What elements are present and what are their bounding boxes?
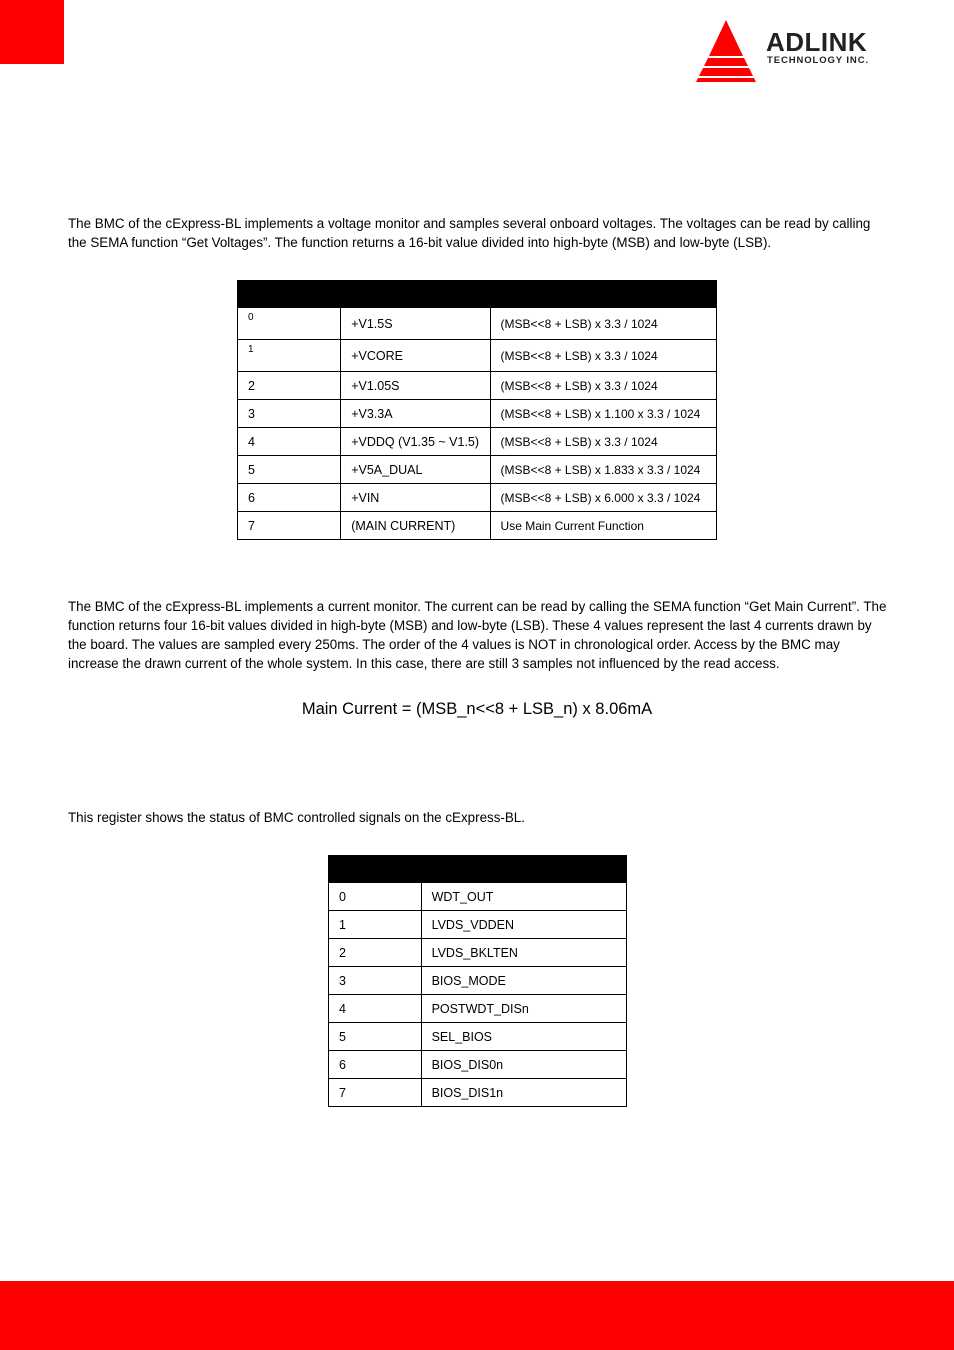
table-row <box>329 939 627 967</box>
table-row <box>329 1023 627 1051</box>
voltage-index: 0 <box>238 308 341 340</box>
signal-name: BIOS_DIS0n <box>421 1051 626 1079</box>
voltage-formula: Use Main Current Function <box>490 512 716 540</box>
signal-name: POSTWDT_DISn <box>421 995 626 1023</box>
signal-bit: 1 <box>329 911 422 939</box>
signal-bit: 4 <box>329 995 422 1023</box>
voltage-formula: (MSB<<8 + LSB) x 3.3 / 1024 <box>490 428 716 456</box>
signal-bit: 3 <box>329 967 422 995</box>
voltage-formula: (MSB<<8 + LSB) x 1.833 x 3.3 / 1024 <box>490 456 716 484</box>
table-row <box>329 1051 627 1079</box>
voltage-formula: (MSB<<8 + LSB) x 3.3 / 1024 <box>490 340 716 372</box>
voltage-rail: +V5A_DUAL <box>341 456 490 484</box>
table-row <box>238 308 717 340</box>
voltage-monitor-description: The BMC of the cExpress-BL implements a voltage monitor and samples several onboard voltages. The voltages can be read by calling the SEMA function “Get Voltages”. The function returns a 16-bit value divided into high-byte (MSB) and low-byte (LSB). <box>68 216 871 250</box>
voltage-index: 2 <box>238 372 341 400</box>
table-row <box>238 484 717 512</box>
signal-name: BIOS_MODE <box>421 967 626 995</box>
signal-name: BIOS_DIS1n <box>421 1079 626 1107</box>
voltage-formula: (MSB<<8 + LSB) x 6.000 x 3.3 / 1024 <box>490 484 716 512</box>
voltage-table <box>237 280 717 540</box>
voltage-rail: +VIN <box>341 484 490 512</box>
voltage-index: 7 <box>238 512 341 540</box>
signal-bit: 7 <box>329 1079 422 1107</box>
voltage-formula: (MSB<<8 + LSB) x 3.3 / 1024 <box>490 308 716 340</box>
voltage-index: 5 <box>238 456 341 484</box>
signal-status-table <box>328 855 627 1107</box>
voltage-index: 3 <box>238 400 341 428</box>
footer-bar <box>0 1281 954 1350</box>
header-corner-tab <box>0 0 64 64</box>
table-row <box>329 967 627 995</box>
voltage-rail: +V1.5S <box>341 308 490 340</box>
table-row <box>329 1079 627 1107</box>
signal-bit: 2 <box>329 939 422 967</box>
table-header-row <box>238 281 717 308</box>
voltage-formula: (MSB<<8 + LSB) x 1.100 x 3.3 / 1024 <box>490 400 716 428</box>
signal-name: SEL_BIOS <box>421 1023 626 1051</box>
main-current-formula: Main Current = (MSB_n<<8 + LSB_n) x 8.06mA <box>301 700 653 718</box>
table-row <box>329 995 627 1023</box>
table-row <box>238 428 717 456</box>
table-row <box>238 340 717 372</box>
logo-tagline: TECHNOLOGY INC. <box>767 55 869 66</box>
voltage-index: 1 <box>238 340 341 372</box>
table-row <box>238 456 717 484</box>
voltage-rail: (MAIN CURRENT) <box>341 512 490 540</box>
table-header-row <box>329 856 627 883</box>
signal-name: LVDS_BKLTEN <box>421 939 626 967</box>
voltage-index: 6 <box>238 484 341 512</box>
signal-status-description: This register shows the status of BMC controlled signals on the cExpress-BL. <box>68 810 525 825</box>
signal-bit: 5 <box>329 1023 422 1051</box>
current-monitor-description: The BMC of the cExpress-BL implements a current monitor. The current can be read by calling the SEMA function “Get Main Current”. The function returns four 16-bit values divided in high-byte (MSB) and low-byte (LSB). These 4 values represent the last 4 currents drawn by the board. The values are sampled every 250ms. The order of the 4 values is NOT in chronological order. Access by the BMC may increase the drawn current of the whole system. In this case, there are still 3 samples not influenced by the read access. <box>68 599 887 671</box>
signal-bit: 6 <box>329 1051 422 1079</box>
voltage-rail: +V3.3A <box>341 400 490 428</box>
triangle-logo-icon <box>696 20 760 84</box>
voltage-rail: +VDDQ (V1.35 ~ V1.5) <box>341 428 490 456</box>
voltage-index: 4 <box>238 428 341 456</box>
voltage-rail: +V1.05S <box>341 372 490 400</box>
table-row <box>238 372 717 400</box>
signal-bit: 0 <box>329 883 422 911</box>
logo-wordmark: ADLINK <box>766 27 868 57</box>
table-row <box>238 512 717 540</box>
signal-name: WDT_OUT <box>421 883 626 911</box>
signal-name: LVDS_VDDEN <box>421 911 626 939</box>
voltage-rail: +VCORE <box>341 340 490 372</box>
adlink-logo <box>696 20 908 84</box>
table-row <box>329 911 627 939</box>
voltage-formula: (MSB<<8 + LSB) x 3.3 / 1024 <box>490 372 716 400</box>
table-row <box>329 883 627 911</box>
table-row <box>238 400 717 428</box>
